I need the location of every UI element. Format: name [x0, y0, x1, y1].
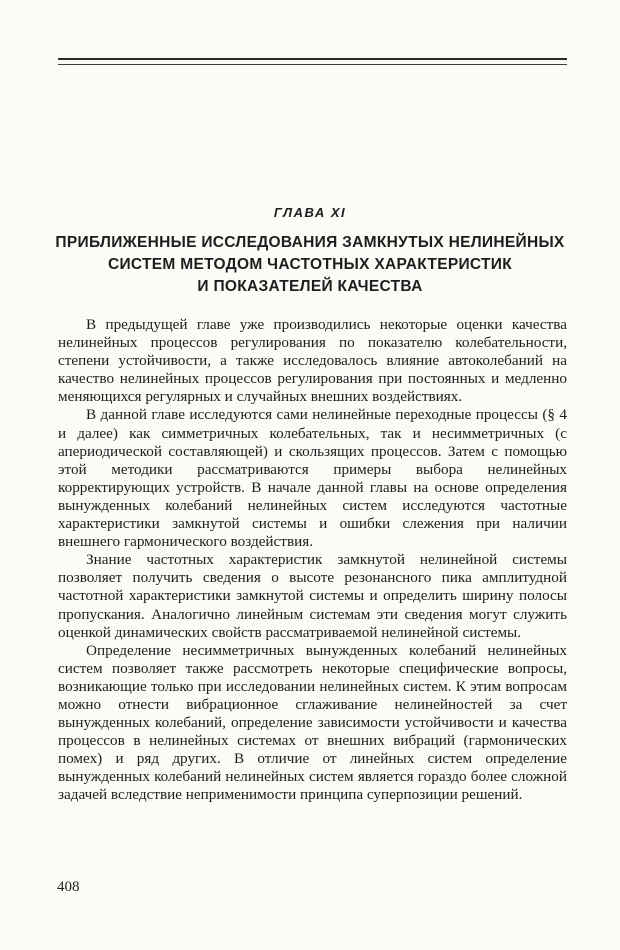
chapter-label: ГЛАВА XI — [273, 205, 347, 220]
chapter-title-line: СИСТЕМ МЕТОДОМ ЧАСТОТНЫХ ХАРАКТЕРИСТИК — [107, 256, 513, 273]
chapter-title-line: И ПОКАЗАТЕЛЕЙ КАЧЕСТВА — [197, 278, 423, 295]
chapter-body — [58, 316, 567, 805]
chapter-title-line: ПРИБЛИЖЕННЫЕ ИССЛЕДОВАНИЯ ЗАМКНУТЫХ НЕЛИНЕЙНЫХ — [55, 234, 565, 251]
header-rule-thick — [58, 58, 567, 60]
paragraph: Знание частотных характеристик замкнутой нелинейной системы позволяет получить сведения о высоте резонансного пика амплитудной частотной характеристики замкнутой системы и определить ширину полосы пропускания. Аналогично линейным системам эти сведения могут служить оценкой динамических свойств рассматриваемой нелинейной системы. — [58, 551, 567, 641]
header-rule-thin — [58, 64, 567, 65]
chapter-title — [48, 232, 572, 298]
paragraph: В данной главе исследуются сами нелинейные переходные процессы (§ 4 и далее) как симметричных колебательных, так и несимметричных (с апериодической составляющей) и скользящих процессов. Затем с помощью этой методики рассматриваются примеры выбора нелинейных корректирующих устройств. В начале данной главы на основе определения вынужденных колебаний нелинейных систем исследуются частотные характеристики замкнутой системы и ошибки слежения при наличии внешнего гармонического воздействия. — [58, 406, 567, 551]
paragraph: В предыдущей главе уже производились некоторые оценки качества нелинейных процессов регулирования по показателю колебательности, степени устойчивости, а также исследовалось влияние автоколебаний на качество нелинейных процессов регулирования при постоянных и медленно меняющихся регулярных и случайных внешних воздействиях. — [58, 316, 567, 406]
paragraph: Определение несимметричных вынужденных колебаний нелинейных систем позволяет также рассмотреть некоторые специфические вопросы, возникающие только при исследовании нелинейных систем. К этим вопросам можно отнести вибрационное сглаживание нелинейностей за счет вынужденных колебаний, определение зависимости устойчивости и качества процессов в нелинейных системах от внешних вибраций (гармонических помех) и ряд других. В отличие от линейных систем определение вынужденных колебаний нелинейных систем является гораздо более сложной задачей вследствие неприменимости принципа суперпозиции решений. — [58, 641, 567, 804]
page-number: 408 — [57, 879, 80, 895]
